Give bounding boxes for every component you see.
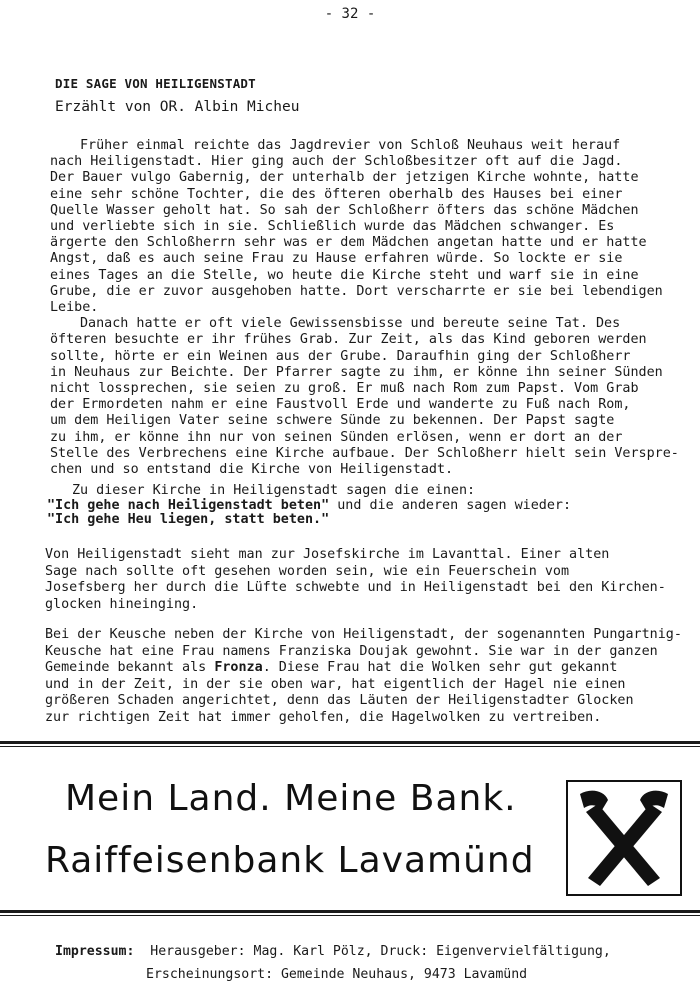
text-line: und in der Zeit, in der sie oben war, hat eigentlich der Hagel nie einen [45,676,626,692]
story-title: DIE SAGE VON HEILIGENSTADT [55,76,256,91]
imprint-publisher: Herausgeber: Mag. Karl Pölz, Druck: Eigenvervielfältigung, [134,944,611,959]
text-line: zur richtigen Zeit hat immer geholfen, die Hagelwolken zu vertreiben. [45,709,602,725]
text-line: öfteren besuchte er ihr frühes Grab. Zur Zeit, als das Kind geboren werden [50,332,647,348]
text-line: glocken hineinging. [45,596,199,612]
text-line [45,660,682,677]
divider-rule [0,741,700,744]
sayings-quote-2: "Ich gehe Heu liegen, statt beten." [47,512,330,527]
text-line: nach Heiligenstadt. Hier ging auch der Schloßbesitzer oft auf die Jagd. [50,154,623,170]
sayings-line-1 [47,499,571,514]
text-line: chen und so entstand die Kirche von Heiligenstadt. [50,462,454,478]
story-author: Erzählt von OR. Albin Micheu [55,99,300,115]
josef-paragraph [45,547,666,613]
text-line: zu ihm, er könne ihn nur von seinen Sünden erlösen, wenn er dort an der [50,429,623,445]
text-line: Sage nach sollte oft gesehen worden sein, wie ein Feuerschein vom [45,563,570,579]
text-line: um dem Heiligen Vater seine schwere Sünde zu bekennen. Der Papst sagte [50,413,615,429]
text-line: sollte, hörte er ein Weinen aus der Grube. Daraufhin ging der Schloßherr [50,348,631,364]
text-line: Grube, die er zuvor ausgehoben hatte. Dort verscharrte er sie bei lebendigen [50,283,663,299]
text-segment: . Diese Frau hat die Wolken sehr gut gekannt [262,660,618,675]
text-line: Danach hatte er oft viele Gewissensbisse und bereute seine Tat. Des [80,316,621,332]
text-line: Quelle Wasser geholt hat. So sah der Schloßherr öfters das schöne Mädchen [50,202,639,218]
ad-slogan: Mein Land. Meine Bank. [65,778,517,819]
text-line: eines Tages an die Stelle, wo heute die Kirche steht und warf sie in eine [50,267,639,283]
text-line: nicht lossprechen, sie seien zu groß. Er muß nach Rom zum Papst. Vom Grab [50,381,639,397]
text-line: Der Bauer vulgo Gabernig, der unterhalb der jetzigen Kirche wohnte, hatte [50,170,639,186]
raiffeisen-crossed-horseheads-icon [568,782,680,894]
sayings-middle: und die anderen sagen wieder: [329,497,572,513]
text-line: Josefsberg her durch die Lüfte schwebte und in Heiligenstadt bei den Kirchen- [45,580,666,595]
fronza-paragraph [45,627,682,726]
imprint-label: Impressum: [55,944,135,959]
text-line: Früher einmal reichte das Jagdrevier von Schloß Neuhaus weit herauf [80,138,621,153]
text-line: Keusche hat eine Frau namens Franziska Doujak gewohnt. Sie war in der ganzen [45,643,658,659]
text-line: und verliebte sich in sie. Schließlich wurde das Mädchen schwanger. Es [50,219,615,235]
imprint-row-1 [55,940,611,964]
sayings-intro: Zu dieser Kirche in Heiligenstadt sagen die einen: [72,483,476,498]
text-line: Stelle des Verbrechens eine Kirche aufbaue. Der Schloßherr hielt sein Verspre- [50,445,679,461]
text-line: in Neuhaus zur Beichte. Der Pfarrer sagte zu ihm, er könne ihn seiner Sünden [50,364,663,380]
text-line: eine sehr schöne Tochter, die des öfteren oberhalb des Hauses bei einer [50,186,623,202]
text-line: größeren Schaden angerichtet, denn das Läuten der Heiligenstadter Glocken [45,693,634,708]
text-segment: Gemeinde bekannt als [45,660,215,675]
sayings-block [47,484,571,528]
story-paragraph-2 [50,316,679,478]
sayings-quote-1: "Ich gehe nach Heiligenstadt beten" [47,497,330,513]
page-number: - 32 - [324,6,376,22]
divider-rule [0,746,700,747]
text-line: Leibe. [50,300,99,316]
imprint-place: Erscheinungsort: Gemeinde Neuhaus, 9473 Lavamünd [146,967,528,982]
text-line: Bei der Keusche neben der Kirche von Heiligenstadt, der sogenannten Pungartnig- [45,627,682,642]
text-line: Angst, daß es auch seine Frau zu Hause erfahren würde. So lockte er sie [50,251,623,267]
story-body [50,138,679,478]
ad-bank-name: Raiffeisenbank Lavamünd [45,840,535,881]
text-line: ärgerte den Schloßherrn sehr was er dem Mädchen angetan hatte und er hatte [50,235,647,251]
fronza-name: Fronza [214,660,263,675]
text-line: Von Heiligenstadt sieht man zur Josefskirche im Lavanttal. Einer alten [45,547,610,562]
divider-rule [0,915,700,916]
story-paragraph-1 [50,138,663,316]
raiffeisen-logo [566,780,682,896]
divider-rule [0,910,700,913]
text-line: der Ermordeten nahm er eine Faustvoll Erde und wanderte zu Fuß nach Rom, [50,397,631,413]
